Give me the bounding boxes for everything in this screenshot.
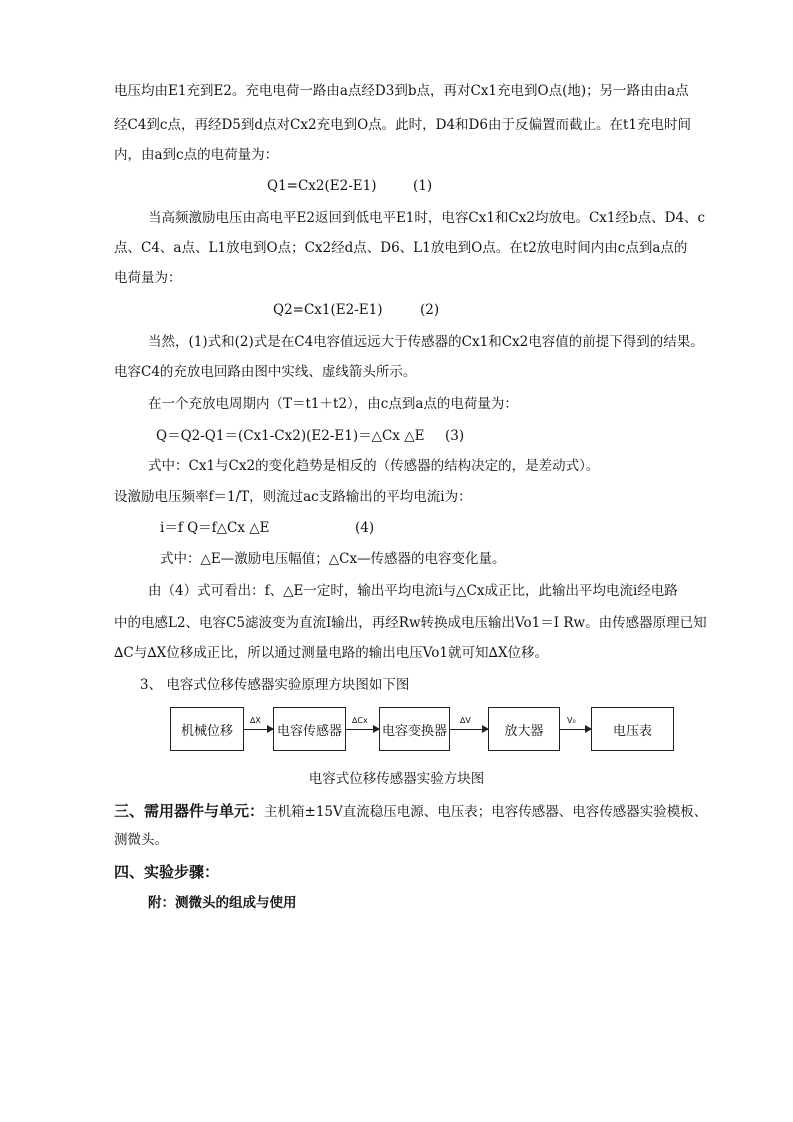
section-3-text: 主机箱±15V直流稳压电源、电压表；电容传感器、电容传感器实验模板、 bbox=[264, 804, 708, 820]
section-4-title: 四、实验步骤： bbox=[114, 863, 220, 881]
equation-1-number: (1) bbox=[413, 178, 433, 194]
text-line: 电容C4的充放电回路由图中实线、虚线箭头所示。 bbox=[114, 364, 417, 380]
text-line: 3、 电容式位移传感器实验原理方块图如下图 bbox=[140, 677, 410, 693]
block-amplifier: 放大器 bbox=[488, 707, 560, 751]
arrow-label: ∆Cx bbox=[352, 716, 368, 725]
text-line: 设激励电压频率f＝1/T，则流过ac支路输出的平均电流i为： bbox=[114, 489, 472, 505]
text-line: 当然，(1)式和(2)式是在C4电容值远远大于传感器的Cx1和Cx2电容值的前提下得到的结果。 bbox=[148, 334, 704, 350]
block-capacitance-converter: 电容变换器 bbox=[379, 707, 450, 751]
arrow bbox=[450, 729, 488, 730]
arrow bbox=[560, 729, 591, 730]
equation-1: Q1=Cx2(E2-E1) bbox=[267, 178, 377, 194]
text-line: 内，由a到c点的电荷量为： bbox=[114, 147, 279, 163]
section-3-text-cont: 测微头。 bbox=[114, 832, 168, 848]
block-capacitive-sensor: 电容传感器 bbox=[273, 707, 346, 751]
text-line: 式中：Cx1与Cx2的变化趋势是相反的（传感器的结构决定的，是差动式）。 bbox=[148, 458, 600, 474]
text-line: 电荷量为： bbox=[114, 270, 182, 286]
equation-2: Q2=Cx1(E2-E1) bbox=[273, 302, 383, 318]
arrow bbox=[346, 729, 379, 730]
text-line: 由（4）式可看出：f、△E一定时，输出平均电流i与△Cx成正比，此输出平均电流i经电路 bbox=[148, 583, 678, 599]
arrow-label: ∆X bbox=[250, 716, 261, 725]
block-voltmeter: 电压表 bbox=[591, 707, 674, 751]
arrow-label: ∆V bbox=[460, 716, 471, 725]
text-line: ∆C与∆X位移成正比，所以通过测量电路的输出电压Vo1就可知∆X位移。 bbox=[114, 645, 549, 661]
section-3-title: 三、需用器件与单元： bbox=[114, 802, 265, 820]
equation-4-number: (4) bbox=[355, 520, 375, 536]
equation-3: Q＝Q2-Q1＝(Cx1-Cx2)(E2-E1)＝△Cx △E bbox=[156, 428, 425, 444]
equation-4: i＝f Q＝f△Cx △E bbox=[160, 520, 270, 536]
arrow-label: V₀ bbox=[567, 716, 576, 725]
text-line: 在一个充放电周期内（T＝t1＋t2），由c点到a点的电荷量为： bbox=[148, 396, 518, 412]
text-line: 中的电感L2、电容C5滤波变为直流I输出，再经Rw转换成电压输出Vo1＝I Rw。由传感器原理已知 bbox=[114, 615, 707, 631]
text-line: 当高频激励电压由高电平E2返回到低电平E1时，电容Cx1和Cx2均放电。Cx1经b点、D4、c bbox=[148, 210, 706, 226]
text-line: 点、C4、a点、L1放电到O点；Cx2经d点、D6、L1放电到O点。在t2放电时间内由c点到a点的 bbox=[114, 240, 688, 256]
equation-2-number: (2) bbox=[420, 302, 440, 318]
text-line: 经C4到c点，再经D5到d点对Cx2充电到O点。此时，D4和D6由于反偏置而截止。在t1充电时间 bbox=[114, 117, 691, 133]
text-line: 式中：△E—激励电压幅值；△Cx—传感器的电容变化量。 bbox=[160, 551, 506, 567]
text-line: 电压均由E1充到E2。充电电荷一路由a点经D3到b点，再对Cx1充电到O点(地)；另一路由由a点 bbox=[114, 83, 689, 99]
section-4-subheading: 附：测微头的组成与使用 bbox=[148, 895, 297, 911]
equation-3-number: (3) bbox=[445, 428, 465, 444]
diagram-caption: 电容式位移传感器实验方块图 bbox=[308, 771, 485, 787]
section-3-heading bbox=[114, 800, 707, 821]
block-mechanical-displacement: 机械位移 bbox=[170, 707, 244, 751]
arrow bbox=[244, 729, 273, 730]
